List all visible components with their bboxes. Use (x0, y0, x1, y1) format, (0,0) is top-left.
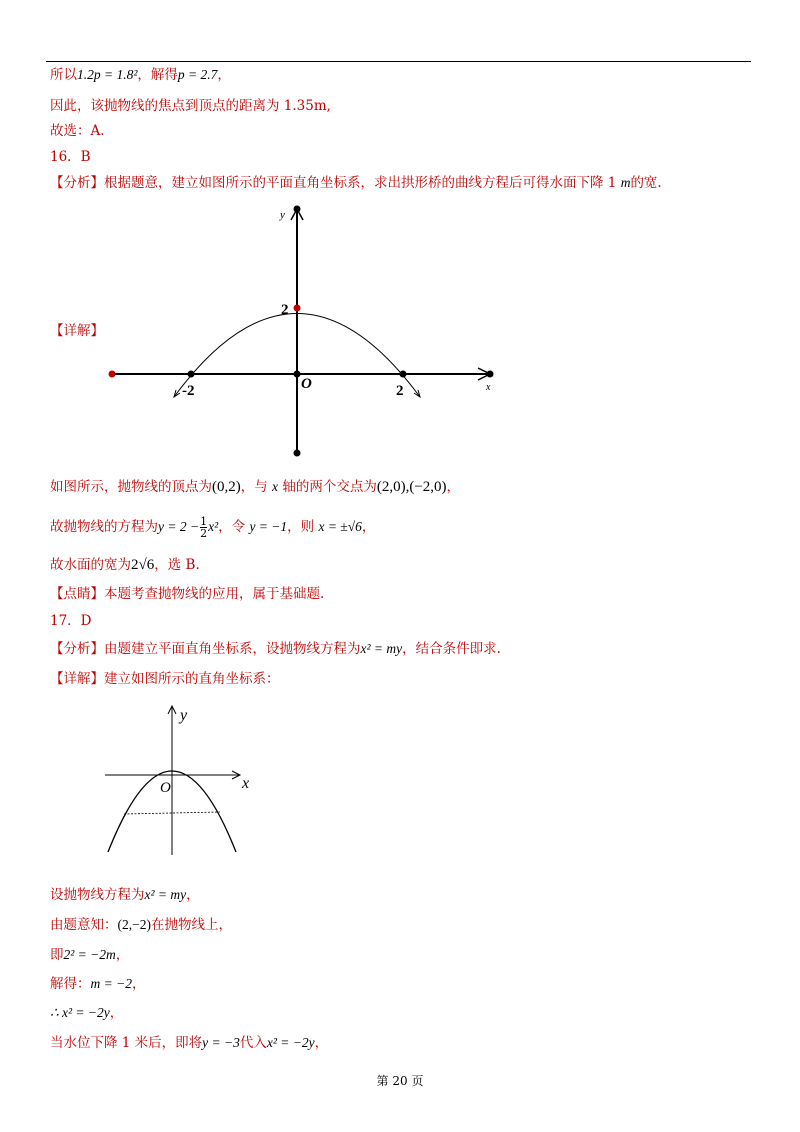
text: ， (115, 947, 130, 963)
text: 当水位下降 1 米后，即将 (50, 1035, 203, 1051)
detail-17-line-2 (50, 916, 232, 934)
formula: ∴ x² = −2y (50, 1005, 110, 1020)
text-line-3: 故选：A. (50, 123, 105, 139)
detail-16-line-2 (50, 516, 375, 539)
answer-17: 17．D (50, 613, 92, 629)
text: 本题考查抛物线的应用，属于基础题. (104, 586, 325, 602)
formula: (0,2) (212, 479, 241, 495)
text: ， (217, 67, 231, 83)
vertex-label: 2 (281, 302, 289, 318)
text: 即 (50, 947, 64, 963)
text: 代入 (239, 1035, 267, 1051)
formula: m (620, 175, 631, 190)
formula: x² = my (144, 887, 187, 902)
text: 故水面的宽为 (50, 557, 131, 573)
formula: p = 2.7 (177, 67, 218, 82)
formula: y = −3 (202, 1035, 240, 1050)
text: 故抛物线的方程为 (50, 519, 158, 535)
figure-2-parabola (100, 700, 260, 860)
analysis-16 (50, 174, 662, 192)
text: 在抛物线上， (150, 917, 232, 933)
detail-16-line-1 (50, 478, 460, 496)
analysis-17 (50, 640, 501, 658)
vertex-point (294, 305, 301, 312)
y-axis-bottom-point (294, 450, 301, 457)
text: 建立如图所示的直角坐标系： (104, 671, 280, 687)
section-tag: 【点睛】 (50, 586, 104, 602)
x-axis-label: x (242, 775, 250, 792)
text: ，则 (287, 519, 315, 535)
y-axis-top-point (294, 206, 301, 213)
formula: x² = −2y (266, 1035, 315, 1050)
detail-17-line-4 (50, 975, 145, 993)
formula: x² (208, 519, 219, 534)
text: 由题建立平面直角坐标系，设抛物线方程为 (104, 641, 361, 657)
formula: x² = my (360, 641, 403, 656)
text: 轴的两个交点为 (282, 479, 377, 495)
detail-17 (50, 670, 280, 688)
formula: m = −2 (90, 976, 132, 991)
text: 解得： (50, 976, 91, 992)
text: 设抛物线方程为 (50, 887, 145, 903)
text: 所以 (50, 67, 77, 83)
text: 由题意知： (50, 917, 118, 933)
y-axis-label: y (180, 707, 188, 724)
detail-17-line-3 (50, 946, 129, 964)
detail-17-line-5 (50, 1004, 123, 1022)
page-number: 第 20 页 (376, 1074, 424, 1088)
text: ， (131, 976, 146, 992)
origin-point (294, 371, 301, 378)
text: 根据题意，建立如图所示的平面直角坐标系，求出拱形桥的曲线方程后可得水面下降 1 (104, 175, 617, 191)
formula: 2² = −2m (63, 947, 116, 962)
intercept-right-point (400, 371, 407, 378)
figure-1-parabola (100, 200, 510, 470)
neg-two-label: -2 (182, 383, 195, 399)
text-line-1 (50, 66, 231, 84)
text: ，解得 (137, 67, 178, 83)
intercept-left-point (188, 371, 195, 378)
text: 如图所示，抛物线的顶点为 (50, 479, 212, 495)
text: ，令 (218, 519, 246, 535)
formula: x (272, 479, 279, 494)
formula: y = 2 − (158, 519, 200, 534)
text: ， (361, 519, 376, 535)
detail-17-line-6 (50, 1034, 328, 1052)
text: ， (186, 887, 200, 903)
formula: x = ±√6 (318, 519, 362, 534)
formula: y = −1 (249, 519, 288, 534)
x-axis-end-point (487, 371, 494, 378)
formula: 1.2p = 1.8² (77, 67, 138, 82)
section-tag: 【详解】 (50, 671, 104, 687)
answer-16: 16．B (50, 149, 91, 165)
text: ，选 B. (154, 557, 200, 573)
comment-16 (50, 585, 324, 603)
formula: (2,0),(−2,0) (376, 479, 447, 495)
x-axis-start-point (109, 371, 116, 378)
x-axis-label: x (486, 382, 491, 393)
text: ，与 (240, 479, 268, 495)
origin-label: O (160, 780, 171, 796)
text-line-2: 因此，该抛物线的焦点到顶点的距离为 1.35m, (50, 98, 331, 114)
origin-label: O (301, 376, 312, 392)
formula: (2,−2) (117, 917, 151, 932)
y-axis-label: y (280, 209, 285, 221)
formula: 2√6 (131, 557, 155, 573)
detail-16-line-3 (50, 556, 200, 574)
text: ， (109, 1005, 124, 1021)
text: ， (446, 479, 461, 495)
header-rule (46, 61, 751, 62)
section-tag: 【分析】 (50, 641, 104, 657)
fraction-numerator: 1 (200, 515, 208, 528)
section-tag: 【分析】 (50, 175, 104, 191)
pos-two-label: 2 (396, 383, 404, 399)
detail-tag-16: 【详解】 (50, 323, 104, 339)
fraction-denominator: 2 (200, 527, 208, 540)
text: 的宽. (630, 175, 662, 191)
fraction (200, 516, 207, 539)
detail-17-line-1 (50, 886, 200, 904)
text: ，结合条件即求. (402, 641, 501, 657)
text: ， (314, 1035, 329, 1051)
